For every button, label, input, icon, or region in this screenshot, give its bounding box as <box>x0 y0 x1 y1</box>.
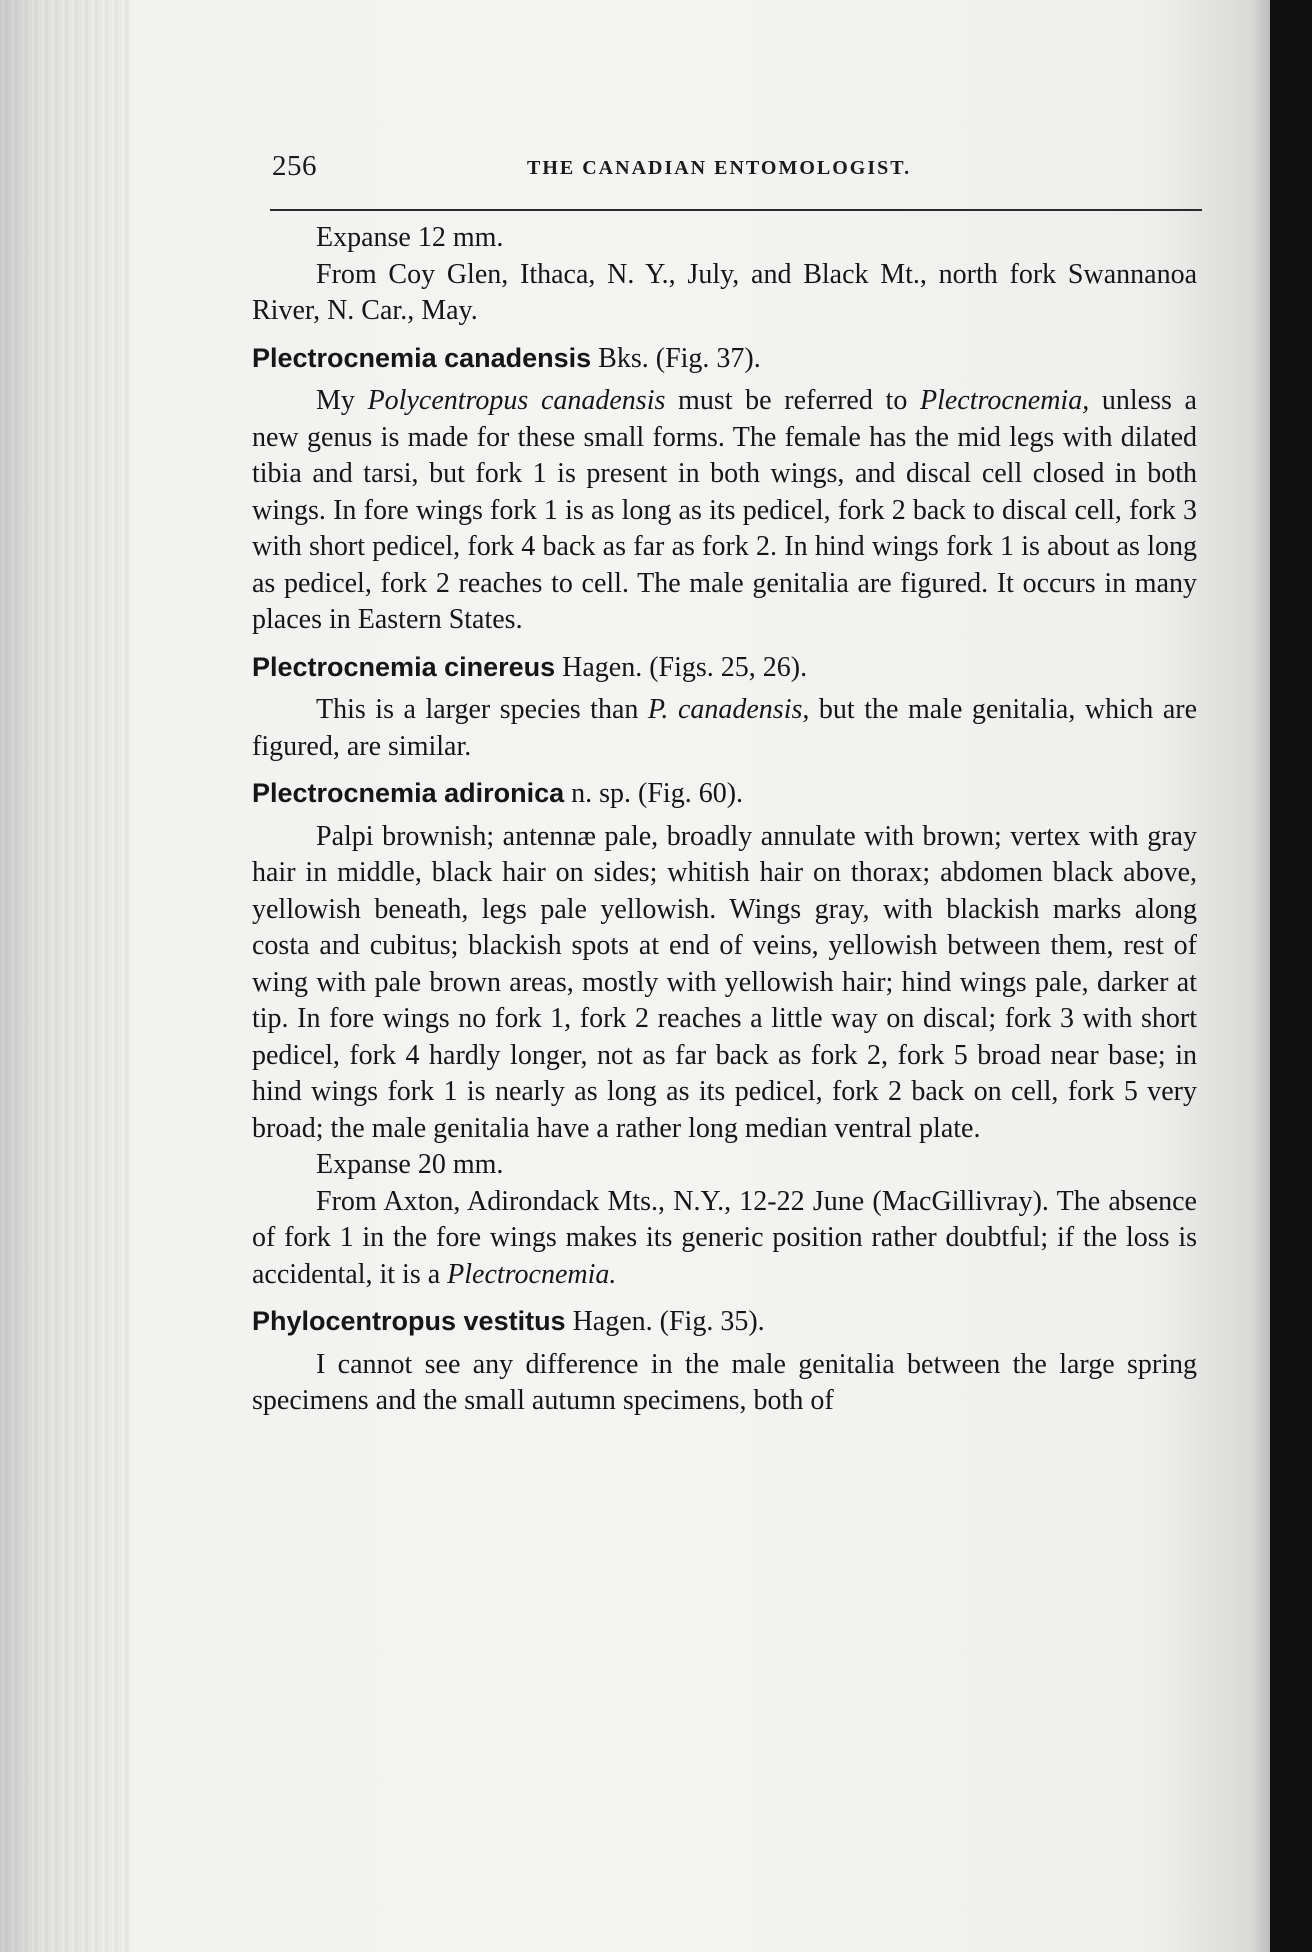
paragraph-expanse-1: Expanse 12 mm. <box>316 222 504 253</box>
italic-taxon: P. canadensis, <box>647 694 810 725</box>
species-name: Plectrocnemia canadensis <box>252 342 592 373</box>
paragraph-cinereus <box>252 692 1197 765</box>
paragraph-expanse-2: Expanse 20 mm. <box>316 1149 504 1180</box>
text-run: From Axton, Adirondack Mts., N.Y., 12-22 June (MacGillivray). The absence of fork 1 in the fore wings makes its generic position rather doubtful; if the loss is accidental, it is a <box>252 1185 1197 1290</box>
page-number: 256 <box>272 150 317 182</box>
species-author-fig: n. sp. (Fig. 60). <box>564 778 744 809</box>
text-run: but the male genitalia, which are figured, are similar. <box>252 694 1197 762</box>
paragraph-vestitus: I cannot see any difference in the male genitalia between the large spring specimens and the small autumn specimens, both of <box>252 1348 1197 1416</box>
text-run: This is a larger species than <box>316 694 648 725</box>
article-body <box>252 220 1197 1420</box>
page-gutter-shadow <box>0 0 130 1952</box>
species-author-fig: Hagen. (Fig. 35). <box>565 1306 765 1337</box>
running-title: THE CANADIAN ENTOMOLOGIST. <box>527 157 912 179</box>
species-heading-canadensis <box>252 340 1197 378</box>
text-run: unless a new genus is made for these small forms. The female has the mid legs with dilated tibia and tarsi, but fork 1 is present in both wings, and discal cell closed in both wings. In fore wings fork 1 is as long as its pedicel, fork 2 back to discal cell, fork 3 with short pedicel, fork 4 back as far as fork 2. In hind wings fork 1 is about as long as pedicel, fork 2 reaches to cell. The male genitalia are figured. It occurs in many places in Eastern States. <box>252 385 1197 635</box>
paragraph-canadensis <box>252 383 1197 639</box>
next-page-edge <box>1270 0 1312 1952</box>
paragraph-locality-1: From Coy Glen, Ithaca, N. Y., July, and Black Mt., north fork Swannanoa River, N. Car., May. <box>252 258 1197 326</box>
species-heading-vestitus <box>252 1303 1197 1341</box>
italic-taxon: Polycentropus canadensis <box>367 385 666 416</box>
species-author-fig: Hagen. (Figs. 25, 26). <box>555 651 808 683</box>
header-rule <box>270 209 1202 211</box>
species-author-fig: Bks. (Fig. 37). <box>591 342 761 374</box>
species-name: Phylocentropus vestitus <box>252 1306 566 1336</box>
text-run: must be referred to <box>665 385 920 416</box>
paragraph-locality-2 <box>252 1184 1197 1294</box>
paragraph-adironica-description: Palpi brownish; antennæ pale, broadly annulate with brown; vertex with gray hair in middle, black hair on sides; whitish hair on thorax; abdomen black above, yellowish beneath, legs pale yellowish. Wings gray, with blackish marks along costa and cubitus; blackish spots at end of veins, yellowish between them, rest of wing with pale brown areas, mostly with yellowish hair; hind wings pale, darker at tip. In fore wings no fork 1, fork 2 reaches a little way on discal; fork 3 with short pedicel, fork 4 hardly longer, not as far back as fork 2, fork 5 broad near base; in hind wings fork 1 is nearly as long as its pedicel, fork 2 back on cell, fork 5 very broad; the male genitalia have a rather long median ventral plate. <box>252 820 1197 1144</box>
page-header <box>272 150 1202 194</box>
text-run: My <box>316 385 368 416</box>
species-name: Plectrocnemia adironica <box>252 778 565 808</box>
italic-taxon: Plectrocnemia, <box>919 385 1090 416</box>
species-heading-adironica <box>252 775 1197 813</box>
species-name: Plectrocnemia cinereus <box>252 651 556 682</box>
species-heading-cinereus <box>252 649 1197 687</box>
italic-taxon: Plectrocnemia. <box>447 1258 617 1290</box>
